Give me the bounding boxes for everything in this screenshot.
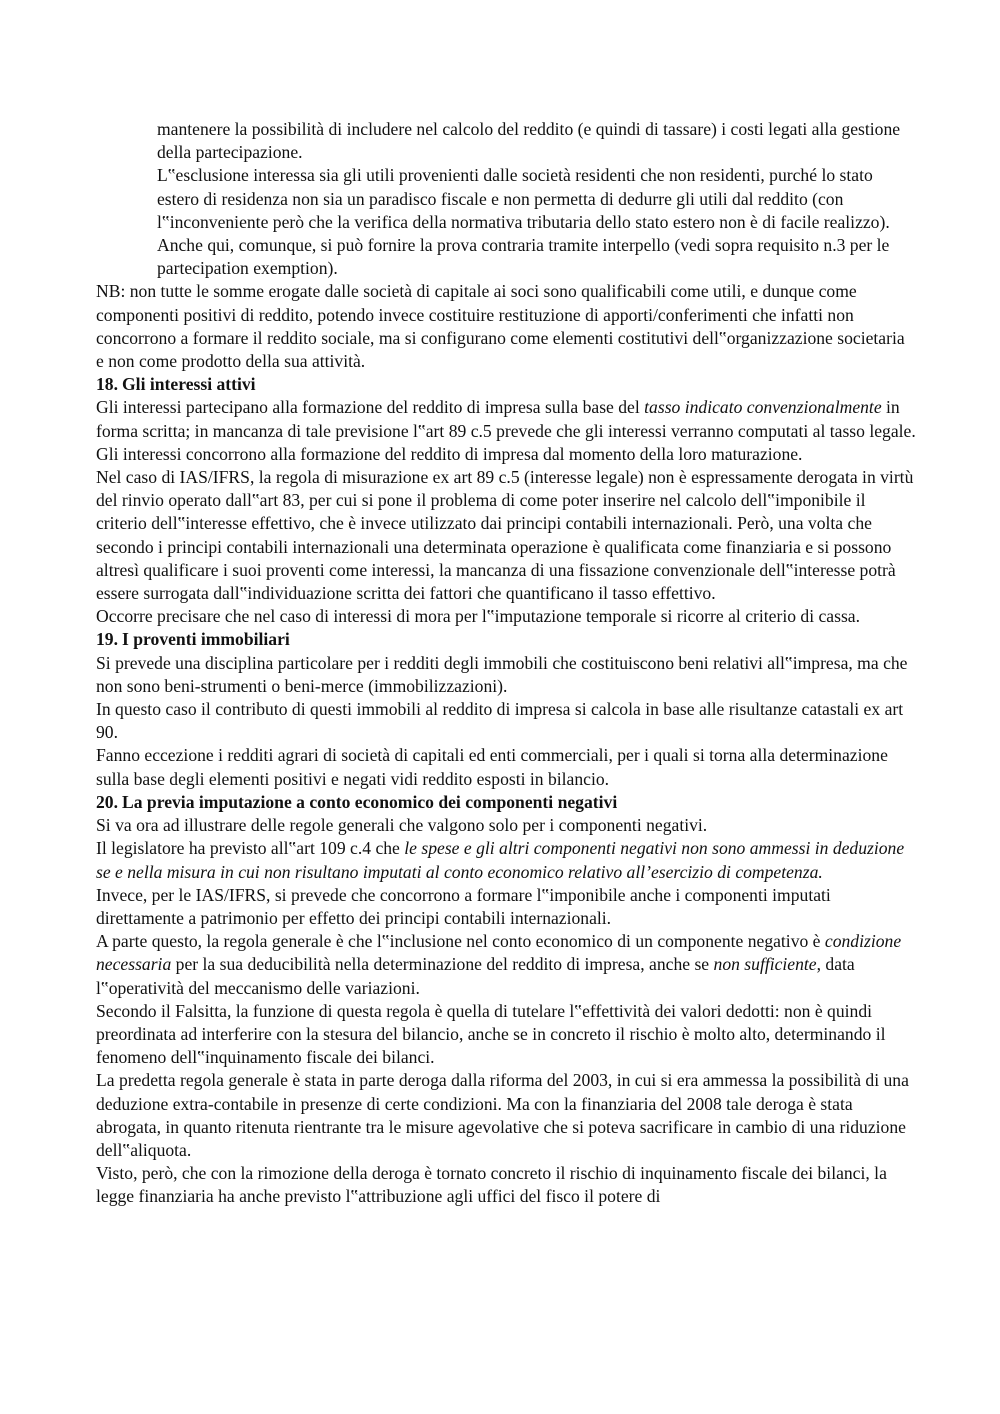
text-run: NB: non tutte le somme erogate dalle società di capitale ai soci sono qualificabili come utili, e dunque come componenti positivi di reddito, potendo invece costituire restituzione di apporti/conferimenti che infatti non concorrono a formare il reddito sociale, ma si configurano come elementi costitutivi dell‟organizzazione societaria e non come prodotto della sua attività. bbox=[96, 281, 905, 372]
paragraph bbox=[96, 814, 916, 837]
text-run: Invece, per le IAS/IFRS, si prevede che concorrono a formare l‟imponibile anche i componenti imputati direttamente a patrimonio per effetto dei principi contabili internazionali. bbox=[96, 884, 831, 928]
paragraph bbox=[96, 652, 916, 698]
italic-text: le spese e gli altri componenti negativi non sono ammessi in deduzione se e nella misura in cui non risultano imputati al conto economico relativo all’esercizio di competenza. bbox=[96, 838, 905, 882]
paragraph bbox=[96, 1000, 916, 1070]
section-number: 19. bbox=[96, 629, 118, 650]
text-run: Si va ora ad illustrare delle regole generali che valgono solo per i componenti negativi. bbox=[96, 815, 708, 836]
text-run: La predetta regola generale è stata in parte deroga dalla riforma del 2003, in cui si era ammessa la possibilità di una deduzione extra-contabile in presenze di certe condizioni. Ma con la finanziaria del 2008 tale deroga è stata abrogata, in quanto ritenuta rientrante tra le misure agevolative che si poteva sacrificare in cambio di una riduzione dell‟aliquota. bbox=[96, 1070, 909, 1160]
text-run: , data l‟operatività del meccanismo delle variazioni. bbox=[96, 954, 855, 998]
text-run: per la sua deducibilità nella determinazione del reddito di impresa, anche se bbox=[171, 954, 714, 975]
section-heading bbox=[96, 373, 916, 396]
italic-text: condizione necessaria bbox=[96, 931, 902, 975]
document-body bbox=[96, 118, 916, 1209]
text-run: Si prevede una disciplina particolare per i redditi degli immobili che costituiscono beni relativi all‟impresa, ma che non sono beni-strumenti o beni-merce (immobilizzazioni). bbox=[96, 652, 908, 696]
italic-text: non sufficiente bbox=[713, 954, 817, 975]
paragraph bbox=[96, 698, 916, 744]
indented-paragraph bbox=[96, 118, 916, 164]
section-title: Gli interessi attivi bbox=[122, 374, 256, 395]
text-run: Gli interessi partecipano alla formazione del reddito di impresa sulla base del bbox=[96, 397, 645, 418]
paragraph bbox=[96, 837, 916, 883]
text-run: Visto, però, che con la rimozione della deroga è tornato concreto il rischio di inquinamento fiscale dei bilanci, la legge finanziaria ha anche previsto l‟attribuzione agli uffici del fisco il potere di bbox=[96, 1163, 887, 1207]
paragraph bbox=[96, 466, 916, 605]
section-heading bbox=[96, 791, 916, 814]
section-title: La previa imputazione a conto economico dei componenti negativi bbox=[122, 791, 618, 812]
paragraph bbox=[96, 1069, 916, 1162]
text-run: Occorre precisare che nel caso di interessi di mora per l‟imputazione temporale si ricorre al criterio di cassa. bbox=[96, 606, 861, 627]
paragraph bbox=[96, 605, 916, 628]
text-run: L‟esclusione interessa sia gli utili provenienti dalle società residenti che non residenti, purché lo stato estero di residenza non sia un paradisco fiscale e non permetta di dedurre gli utili dal reddito (con l‟inconveniente però che la verifica della normativa tributaria dello stato estero non è di facile realizzo). Anche qui, comunque, si può fornire la prova contraria tramite interpello (vedi sopra requisito n.3 per le partecipation exemption). bbox=[157, 165, 890, 279]
paragraph bbox=[96, 1162, 916, 1208]
paragraph bbox=[96, 884, 916, 930]
text-run: Fanno eccezione i redditi agrari di società di capitali ed enti commerciali, per i quali si torna alla determinazione sulla base degli elementi positivi e negati vidi reddito esposti in bilancio. bbox=[96, 745, 888, 789]
text-run: Gli interessi concorrono alla formazione del reddito di impresa dal momento della loro maturazione. bbox=[96, 443, 803, 464]
paragraph bbox=[96, 930, 916, 1000]
text-run: In questo caso il contributo di questi immobili al reddito di impresa si calcola in base alle risultanze catastali ex art 90. bbox=[96, 699, 904, 743]
paragraph bbox=[96, 280, 916, 373]
indented-paragraph bbox=[96, 164, 916, 280]
italic-text: tasso indicato convenzionalmente bbox=[644, 397, 882, 418]
paragraph bbox=[96, 443, 916, 466]
section-title: I proventi immobiliari bbox=[122, 629, 290, 650]
text-run: mantenere la possibilità di includere nel calcolo del reddito (e quindi di tassare) i costi legati alla gestione della partecipazione. bbox=[157, 119, 901, 163]
text-run: in forma scritta; in mancanza di tale previsione l‟art 89 c.5 prevede che gli interessi verranno computati al tasso legale. bbox=[96, 397, 916, 441]
section-number: 18. bbox=[96, 374, 118, 395]
paragraph bbox=[96, 744, 916, 790]
text-run: Secondo il Falsitta, la funzione di questa regola è quella di tutelare l‟effettività dei valori dedotti: non è quindi preordinata ad interferire con la stesura del bilancio, anche se in concreto il rischio è molto alto, determinando il fenomeno dell‟inquinamento fiscale dei bilanci. bbox=[96, 1000, 886, 1068]
text-run: A parte questo, la regola generale è che l‟inclusione nel conto economico di un componente negativo è bbox=[96, 931, 825, 952]
paragraph bbox=[96, 396, 916, 442]
section-heading bbox=[96, 628, 916, 651]
section-number: 20. bbox=[96, 791, 118, 812]
text-run: Il legislatore ha previsto all‟art 109 c.4 che bbox=[96, 838, 405, 859]
text-run: Nel caso di IAS/IFRS, la regola di misurazione ex art 89 c.5 (interesse legale) non è espressamente derogata in virtù del rinvio operato dall‟art 83, per cui si pone il problema di come poter inserire nel calcolo dell‟imponibile il criterio dell‟interesse effettivo, che è invece utilizzato dai principi contabili internazionali. Però, una volta che secondo i principi contabili internazionali una determinata operazione è qualificata come finanziaria e si possono altresì qualificare i suoi proventi come interessi, la mancanza di una fissazione convenzionale dell‟interesse potrà essere surrogata dall‟individuazione scritta dei fattori che quantificano il tasso effettivo. bbox=[96, 467, 914, 604]
